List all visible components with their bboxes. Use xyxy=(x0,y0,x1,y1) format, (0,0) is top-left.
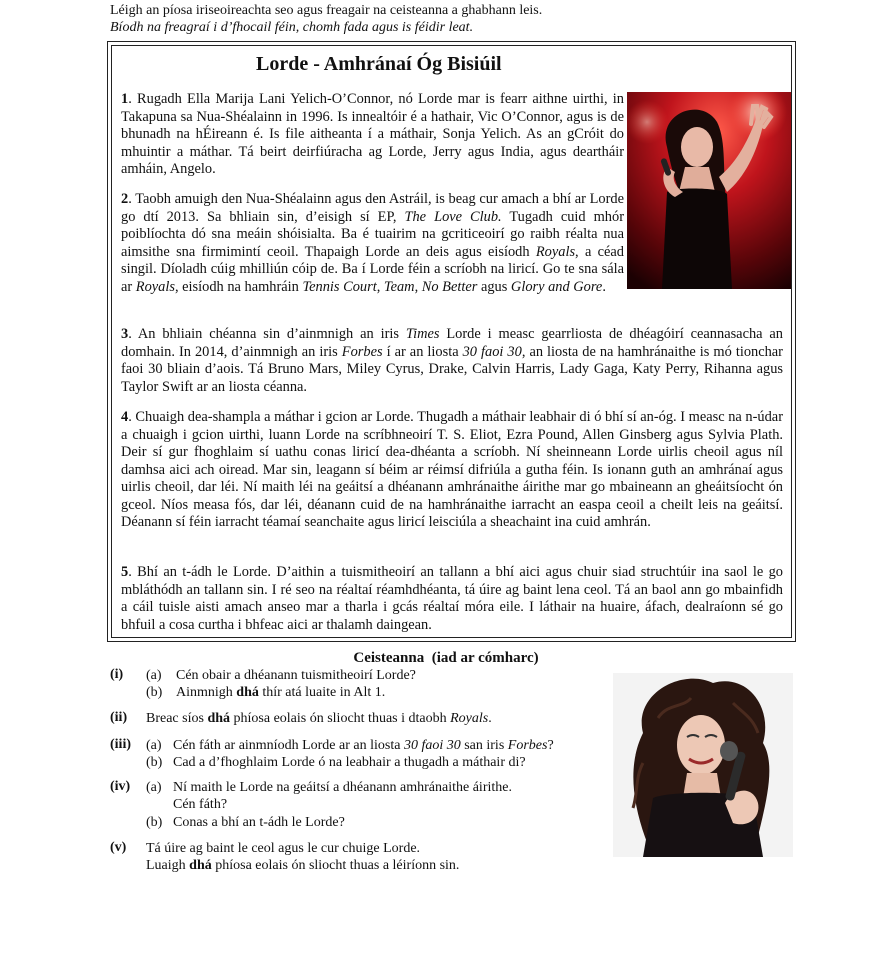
question-text: Cén fáth ar ainmníodh Lorde ar an liosta xyxy=(173,738,404,753)
question-number-2: (ii) xyxy=(110,710,128,725)
list-name: 30 faoi 30 xyxy=(462,343,522,360)
questions-heading xyxy=(0,650,892,667)
question-4b-label: (b) xyxy=(146,815,163,830)
song-title: Royals xyxy=(535,243,576,260)
concert-photo xyxy=(627,92,791,289)
paragraph-number: 3 xyxy=(121,326,129,342)
magazine-name: Forbes xyxy=(507,738,548,753)
instructions xyxy=(110,2,810,36)
separator: , xyxy=(414,278,422,295)
question-text: phíosa eolais ón sliocht thuas a léiríonn sin. xyxy=(211,858,460,873)
question-text: Ainmnigh xyxy=(176,685,237,700)
paragraph-2 xyxy=(121,191,624,296)
question-number-1: (i) xyxy=(110,667,124,682)
instruction-line-2: Bíodh na freagraí i d’fhocail féin, chomh fada agus is féidir leat. xyxy=(110,20,474,35)
question-text: Luaigh xyxy=(146,858,190,873)
question-emphasis: dhá xyxy=(189,858,212,873)
article-title: Lorde - Amhránaí Óg Bisiúil xyxy=(256,53,502,75)
paragraph-text: Lorde i measc gearrliosta de dhéagóirí ceannasacha an domhain. In 2014, d’ainmnigh an iris xyxy=(121,326,784,360)
paragraph-number: 1 xyxy=(121,91,129,107)
magazine-name: Forbes xyxy=(341,343,383,360)
question-text: phíosa eolais ón sliocht thuas i dtaobh xyxy=(230,711,451,726)
question-number-5: (v) xyxy=(110,840,127,855)
portrait-photo-illustration xyxy=(613,673,793,857)
paragraph-text: . Rugadh Ella Marija Lani Yelich-O’Connor, nó Lorde mar is fearr aithne uirthi, in Takapuna sa Nua-Shéalainn in 1996. Is innealtóir é a hathair, Vic O’Connor, agus is de bhunadh na hÉireann é. Is file aitheanta í a máthair, Sonja Yelich. As an gCróit do mhuintir a máthar. Tá beirt deirfiúracha ag Lorde, Jerry agus India, agus deartháir amháin, Angelo. xyxy=(121,91,624,177)
paragraph-text: , eisíodh na hamhráin xyxy=(174,278,303,295)
list-name: 30 faoi 30 xyxy=(403,738,461,753)
song-title: Glory and Gore xyxy=(510,278,603,295)
song-title: No Better xyxy=(421,278,478,295)
song-title: Royals xyxy=(450,711,489,726)
concert-photo-illustration xyxy=(627,92,791,289)
separator: , xyxy=(376,278,384,295)
question-text: thír atá luaite in Alt 1. xyxy=(258,685,386,700)
song-title: Tennis Court xyxy=(302,278,377,295)
question-text: san iris xyxy=(460,738,508,753)
question-3b-label: (b) xyxy=(146,755,163,770)
questions-heading-title: Ceisteanna xyxy=(353,650,425,666)
paragraph-text: í ar an liosta xyxy=(382,343,463,360)
question-5-line-1: Tá úire ag baint le ceol agus le cur chuige Lorde. xyxy=(146,841,421,856)
question-1b-label: (b) xyxy=(146,685,163,700)
question-5-line-2 xyxy=(146,857,459,874)
magazine-name: Times xyxy=(405,326,440,342)
question-3a-label: (a) xyxy=(146,738,162,753)
paragraph-5 xyxy=(121,564,783,634)
instruction-line-1: Léigh an píosa iriseoireachta seo agus freagair na ceisteanna a ghabhann leis. xyxy=(110,3,543,18)
question-4a-text-1: Ní maith le Lorde na geáitsí a dhéanann amhránaithe áirithe. xyxy=(173,780,512,795)
paragraph-text: . Taobh amuigh den Nua-Shéalainn agus den Astráil, is beag cur amach a bhí ar Lorde go dtí 2013. Sa bhliain sin, d’eisigh sí EP, xyxy=(121,191,624,225)
paragraph-number: 2 xyxy=(121,191,129,207)
paragraph-text: , an liosta de na hamhránaithe is mó tionchar faoi 30 bliain d’aois. Tá Bruno Mars, Miley Cyrus, Drake, Calvin Harris, Lady Gaga, Katy Perry, Rihanna agus Taylor Swift ar an liosta céanna. xyxy=(121,343,783,395)
question-4a-label: (a) xyxy=(146,780,162,795)
question-number-4: (iv) xyxy=(110,779,131,794)
paragraph-text: . An bhliain chéanna sin d’ainmnigh an iris xyxy=(128,326,406,342)
question-3a-text xyxy=(173,737,554,754)
paragraph-3 xyxy=(121,326,783,396)
song-title: Royals xyxy=(135,278,175,295)
paragraph-text: Tugadh cuid mhór poiblíochta dó sna meáin shóisialta. Ba é tuairim na gcriticeoirí go raibh réalta nua aimsithe sna firmimintí ceoil. Thapaigh Lorde an deis agus eisíodh xyxy=(121,208,624,260)
question-1a-text: Cén obair a dhéanann tuismitheoirí Lorde? xyxy=(176,668,416,683)
question-1a-label: (a) xyxy=(146,668,162,683)
paragraph-text: . xyxy=(602,278,606,295)
question-text: ? xyxy=(547,738,554,753)
song-title: Team xyxy=(383,278,415,295)
portrait-photo xyxy=(613,673,793,857)
question-text: Breac síos xyxy=(146,711,208,726)
paragraph-1 xyxy=(121,91,624,179)
question-2-text xyxy=(146,710,492,727)
paragraph-number: 4 xyxy=(121,409,129,425)
paragraph-text: , a céad singil. Díoladh cúig mhilliún cóip de. Ba í Lorde féin a scríobh na liricí. Go te sna sála ar xyxy=(121,243,624,295)
paragraph-number: 5 xyxy=(121,564,129,580)
question-number-3: (iii) xyxy=(110,737,131,752)
question-emphasis: dhá xyxy=(236,685,259,700)
question-text: . xyxy=(488,711,492,726)
question-1b-text xyxy=(176,684,385,701)
question-4a-text-2: Cén fáth? xyxy=(173,797,228,812)
paragraph-text: . Bhí an t-ádh le Lorde. D’aithin a tuismitheoirí an tallann a bhí aici agus chuir siad struchtúir ina saol le go mbláthódh an tallann sin. I ré seo na réaltaí réamhdhéanta, tá úire ag baint lena ceol. Tá an baol ann go mbainfidh a cáil tuisle aisti amach anseo mar a tharla i gcás réaltaí móra eile. I láthair na huaire, áfach, dealraíonn sé go bhfuil a cosa curtha i bhfeac aici ar thalamh daingean. xyxy=(121,564,783,633)
paragraph-text: . Chuaigh dea-shampla a máthar i gcion ar Lorde. Thugadh a máthair leabhair di ó bhí sí an-óg. I measc na n-údar a chuaigh i gcion uirthi, luann Lorde na scríbhneoirí T. S. Eliot, Ezra Pound, Allen Ginsberg agus Sylvia Plath. Deir sí gur fhoghlaim sí uathu conas liricí dea-dhéanta a scríobh. Ní sheinneann Lorde uirlis cheoil agus níl damhsa aici ach oiread. Mar sin, leagann sí béim ar réimsí difriúla a gutha féin. Is ionann guth an amhránaí agus uirlis cheoil, dar léi. Ní maith léi na geáitsí a dhéanann amhránaithe áirithe mar go mbaineann an gheáitsíocht ón gceol. Níos measa fós, dar léi, déanann cuid de na hamhránaithe iarracht an easpa ceoil a cheilt leis na geáitsí. Déanann sí féin iarracht téamaí seanchaite agus liricí leisciúla a sheachaint ina cuid amhrán. xyxy=(121,409,783,530)
paragraph-text: agus xyxy=(477,278,511,295)
question-3b-text: Cad a d’fhoghlaim Lorde ó na leabhair a thugadh a máthair di? xyxy=(173,755,526,770)
question-emphasis: dhá xyxy=(207,711,231,726)
question-4b-text: Conas a bhí an t-ádh le Lorde? xyxy=(173,815,345,830)
questions-heading-note: (iad ar cómharc) xyxy=(431,650,539,666)
paragraph-4 xyxy=(121,409,783,532)
ep-title: The Love Club. xyxy=(404,208,502,225)
